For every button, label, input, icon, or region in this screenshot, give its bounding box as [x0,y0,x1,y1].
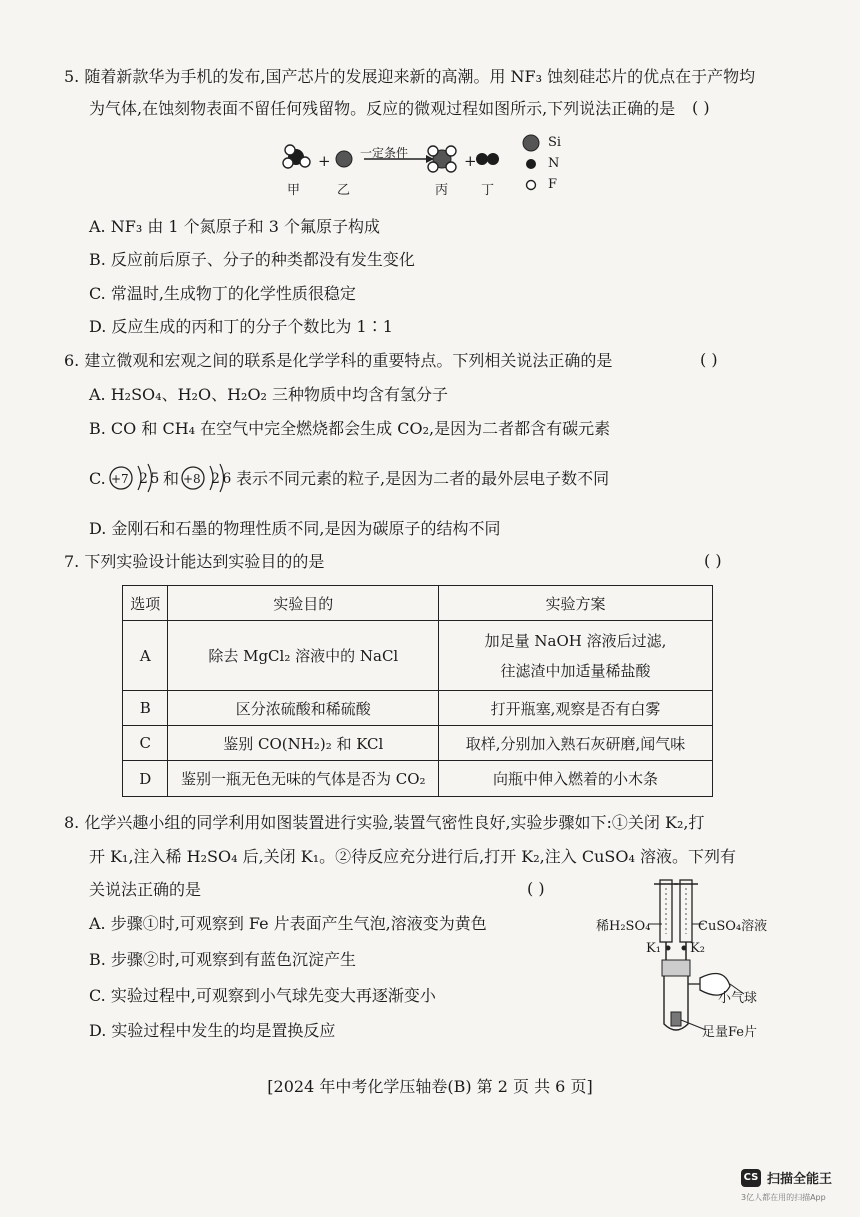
row-a-plan [439,621,713,691]
q8-option-a: A. 步骤①时,可观察到 Fe 片表面产生气泡,溶液变为黄色 [89,914,487,933]
q7-stem: 7. 下列实验设计能达到实验目的的是 [64,552,325,571]
legend-n [522,153,612,174]
table-row [123,726,713,761]
scanner-tagline: 3亿人都在用的扫描App [741,1193,826,1202]
nitrogen-shells: 2 5 [139,471,159,487]
row-b-purpose: 区分浓硫酸和稀硫酸 [168,691,439,726]
q6-option-a: A. H₂SO₄、H₂O、H₂O₂ 三种物质中均含有氢分子 [89,385,449,404]
legend-f [522,174,612,195]
row-c-plan: 取样,分别加入熟石灰研磨,闻气味 [439,726,713,761]
row-a-plan-line2: 往滤渣中加适量稀盐酸 [500,661,651,680]
row-a-plan-line1: 加足量 NaOH 溶液后过滤, [484,631,667,650]
row-d-option: D [123,761,168,797]
header-option: 选项 [123,586,168,621]
row-c-option: C [123,726,168,761]
atom-yi [336,151,352,167]
table-row [123,761,713,797]
q6-option-d: D. 金刚石和石墨的物理性质不同,是因为碳原子的结构不同 [89,519,501,538]
row-d-purpose: 鉴别一瓶无色无味的气体是否为 CO₂ [168,761,439,797]
q6-answer-paren: ( ) [700,350,718,369]
q5-answer-paren: ( ) [692,98,710,117]
q8-line3: 关说法正确的是 [89,880,202,899]
label-jia: 甲 [287,183,301,198]
q5-option-d: D. 反应生成的丙和丁的分子个数比为 1∶1 [89,317,393,336]
q5-line2: 为气体,在蚀刻物表面不留任何残留物。反应的微观过程如图所示,下列说法正确的是 [89,99,676,118]
q8-line1: 8. 化学兴趣小组的同学利用如图装置进行实验,装置气密性良好,实验步骤如下:①关闭 K₂,打 [64,813,705,832]
q6-option-c-text: 表示不同元素的粒子,是因为二者的最外层电子数不同 [236,469,610,488]
row-b-option: B [123,691,168,726]
label-dilute-sulfuric: 稀H₂SO₄ [596,919,651,934]
legend-si-label: Si [548,135,562,150]
scanner-app-name: 扫描全能王 [767,1172,833,1187]
q8-option-d: D. 实验过程中发生的均是置换反应 [89,1021,336,1040]
legend-f-label: F [548,177,558,192]
q8-option-b: B. 步骤②时,可观察到有蓝色沉淀产生 [89,950,357,969]
q8-option-c: C. 实验过程中,可观察到小气球先变大再逐渐变小 [89,986,436,1005]
legend-n-label: N [548,156,560,171]
q5-option-a: A. NF₃ 由 1 个氮原子和 3 个氟原子构成 [89,217,381,236]
label-bing: 丙 [435,183,449,198]
header-purpose: 实验目的 [168,586,439,621]
page-footer: [2024 年中考化学压轴卷(B) 第 2 页 共 6 页] [267,1077,593,1096]
table-header-row [123,586,713,621]
q8-apparatus-diagram [596,874,776,1044]
q6-stem: 6. 建立微观和宏观之间的联系是化学学科的重要特点。下列相关说法正确的是 [64,351,613,370]
q5-option-c: C. 常温时,生成物丁的化学性质很稳定 [89,284,356,303]
q7-experiment-table [122,585,713,797]
q6-option-c-prefix: C. [89,469,106,488]
plus-sign-2: + [464,152,477,170]
legend-si [522,132,612,153]
q8-line2: 开 K₁,注入稀 H₂SO₄ 后,关闭 K₁。②待反应充分进行后,打开 K₂,注入 CuSO₄ 溶液。下列有 [89,847,736,866]
scanner-watermark [741,1168,833,1202]
label-k1: K₁ [646,941,661,956]
plus-sign-1: + [318,152,331,170]
row-d-plan: 向瓶中伸入燃着的小木条 [439,761,713,797]
q7-answer-paren: ( ) [704,551,722,570]
row-a-purpose: 除去 MgCl₂ 溶液中的 NaCl [168,621,439,691]
nitrogen-nucleus: +7 [111,472,129,486]
label-ding: 丁 [481,183,495,198]
table-row [123,621,713,691]
label-yi: 乙 [337,183,351,198]
reaction-condition: 一定条件 [360,146,409,160]
molecule-ding [476,153,499,165]
apparatus-drawing [596,874,776,1044]
q6-option-c-conj: 和 [163,469,180,488]
q8-answer-paren: ( ) [527,879,545,898]
molecule-jia [283,145,310,168]
row-a-option: A [123,621,168,691]
q5-line1: 5. 随着新款华为手机的发布,国产芯片的发展迎来新的高潮。用 NF₃ 蚀刻硅芯片的优点在于产物均 [64,67,756,86]
scanner-logo-icon: CS [741,1169,761,1187]
q5-legend [522,132,612,196]
q5-option-b: B. 反应前后原子、分子的种类都没有发生变化 [89,250,415,269]
row-c-purpose: 鉴别 CO(NH₂)₂ 和 KCl [168,726,439,761]
table-row [123,691,713,726]
q6-option-b: B. CO 和 CH₄ 在空气中完全燃烧都会生成 CO₂,是因为二者都含有碳元素 [89,419,611,438]
label-balloon: 小气球 [718,991,758,1006]
oxygen-nucleus: +8 [183,472,201,486]
label-k2: K₂ [690,941,705,956]
oxygen-shells: 2 6 [211,471,231,487]
label-fe-plate: 足量Fe片 [702,1025,758,1040]
label-copper-sulfate: CuSO₄溶液 [698,919,768,934]
header-plan: 实验方案 [439,586,713,621]
row-b-plan: 打开瓶塞,观察是否有白雾 [439,691,713,726]
